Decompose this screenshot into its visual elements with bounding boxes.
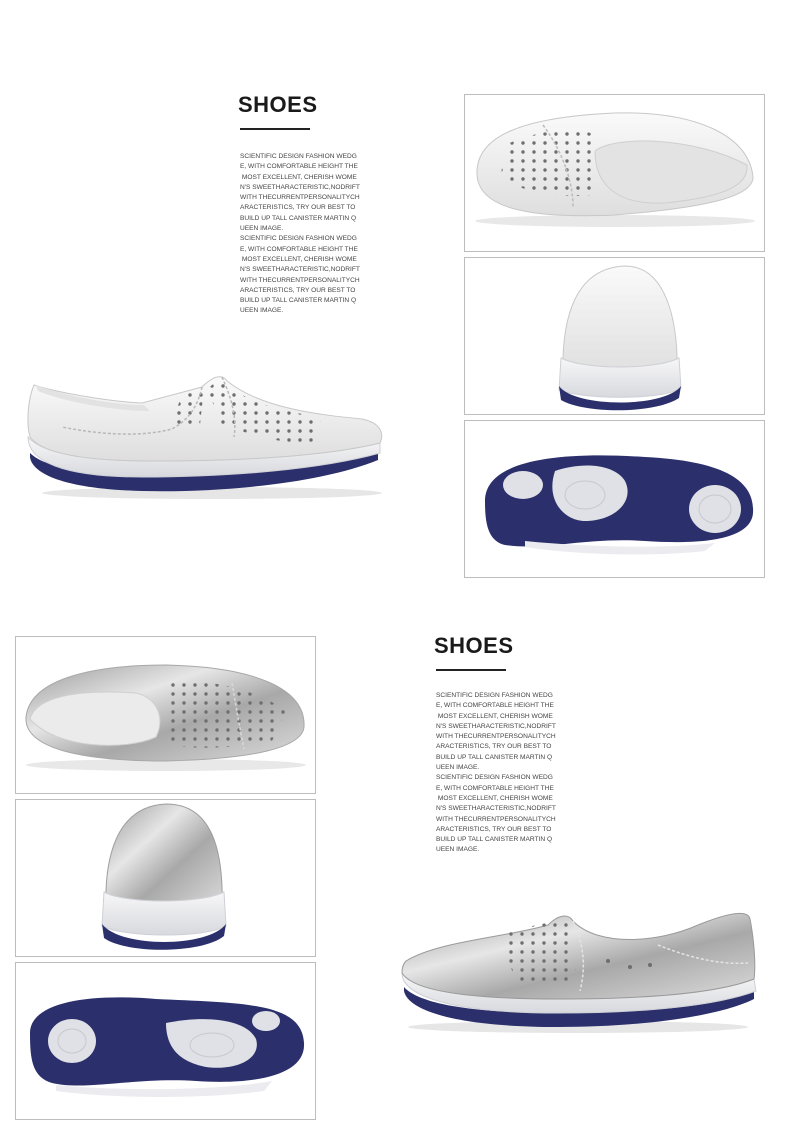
description-line: E, WITH COMFORTABLE HEIGHT THE bbox=[240, 163, 358, 171]
section2-description bbox=[436, 691, 556, 856]
description-line: E, WITH COMFORTABLE HEIGHT THE bbox=[240, 245, 358, 253]
description-line: SCIENTIFIC DESIGN FASHION WEDG bbox=[436, 774, 553, 782]
description-line: ARACTERISTICS, TRY OUR BEST TO bbox=[436, 743, 552, 751]
section1-title: SHOES bbox=[238, 92, 318, 117]
description-line: MOST EXCELLENT, CHERISH WOME bbox=[240, 255, 357, 263]
description-line: UEEN IMAGE. bbox=[240, 225, 284, 233]
section1-title-rule bbox=[240, 128, 310, 130]
description-line: UEEN IMAGE. bbox=[240, 307, 284, 315]
description-line: BUILD UP TALL CANISTER MARTIN Q bbox=[436, 836, 553, 844]
description-line: SCIENTIFIC DESIGN FASHION WEDG bbox=[240, 235, 357, 243]
white-shoe-inside-view-frame bbox=[464, 94, 765, 252]
section1-description bbox=[240, 152, 360, 317]
silver-shoe-inside-view-frame bbox=[15, 636, 316, 794]
description-line: WITH THECURRENTPERSONALITYCH bbox=[436, 733, 556, 741]
description-line: E, WITH COMFORTABLE HEIGHT THE bbox=[436, 784, 554, 792]
description-line: BUILD UP TALL CANISTER MARTIN Q bbox=[240, 297, 357, 305]
description-line: ARACTERISTICS, TRY OUR BEST TO bbox=[240, 286, 356, 294]
description-line: MOST EXCELLENT, CHERISH WOME bbox=[436, 712, 553, 720]
silver-shoe-sole-view-frame bbox=[15, 962, 316, 1120]
description-line: UEEN IMAGE. bbox=[436, 846, 480, 854]
description-line: WITH THECURRENTPERSONALITYCH bbox=[240, 194, 360, 202]
section2-title-rule bbox=[436, 669, 506, 671]
description-line: MOST EXCELLENT, CHERISH WOME bbox=[240, 173, 357, 181]
description-line: N'S SWEETHARACTERISTIC,NODRIFT bbox=[240, 266, 360, 274]
silver-shoe-side-view-image bbox=[398, 895, 763, 1040]
section2-title: SHOES bbox=[434, 633, 514, 658]
description-line: N'S SWEETHARACTERISTIC,NODRIFT bbox=[436, 805, 556, 813]
description-line: BUILD UP TALL CANISTER MARTIN Q bbox=[436, 753, 553, 761]
description-line: E, WITH COMFORTABLE HEIGHT THE bbox=[436, 702, 554, 710]
description-line: SCIENTIFIC DESIGN FASHION WEDG bbox=[240, 153, 357, 160]
description-line: N'S SWEETHARACTERISTIC,NODRIFT bbox=[240, 183, 360, 191]
description-line: UEEN IMAGE. bbox=[436, 764, 480, 772]
description-line: SCIENTIFIC DESIGN FASHION WEDG bbox=[436, 692, 553, 699]
description-line: BUILD UP TALL CANISTER MARTIN Q bbox=[240, 214, 357, 222]
silver-shoe-back-view-frame bbox=[15, 799, 316, 957]
description-line: WITH THECURRENTPERSONALITYCH bbox=[436, 815, 556, 823]
description-line: ARACTERISTICS, TRY OUR BEST TO bbox=[436, 825, 552, 833]
white-shoe-back-view-frame bbox=[464, 257, 765, 415]
white-shoe-side-view-image bbox=[22, 365, 387, 505]
description-line: MOST EXCELLENT, CHERISH WOME bbox=[436, 794, 553, 802]
description-line: ARACTERISTICS, TRY OUR BEST TO bbox=[240, 204, 356, 212]
description-line: N'S SWEETHARACTERISTIC,NODRIFT bbox=[436, 722, 556, 730]
description-line: WITH THECURRENTPERSONALITYCH bbox=[240, 276, 360, 284]
white-shoe-sole-view-frame bbox=[464, 420, 765, 578]
